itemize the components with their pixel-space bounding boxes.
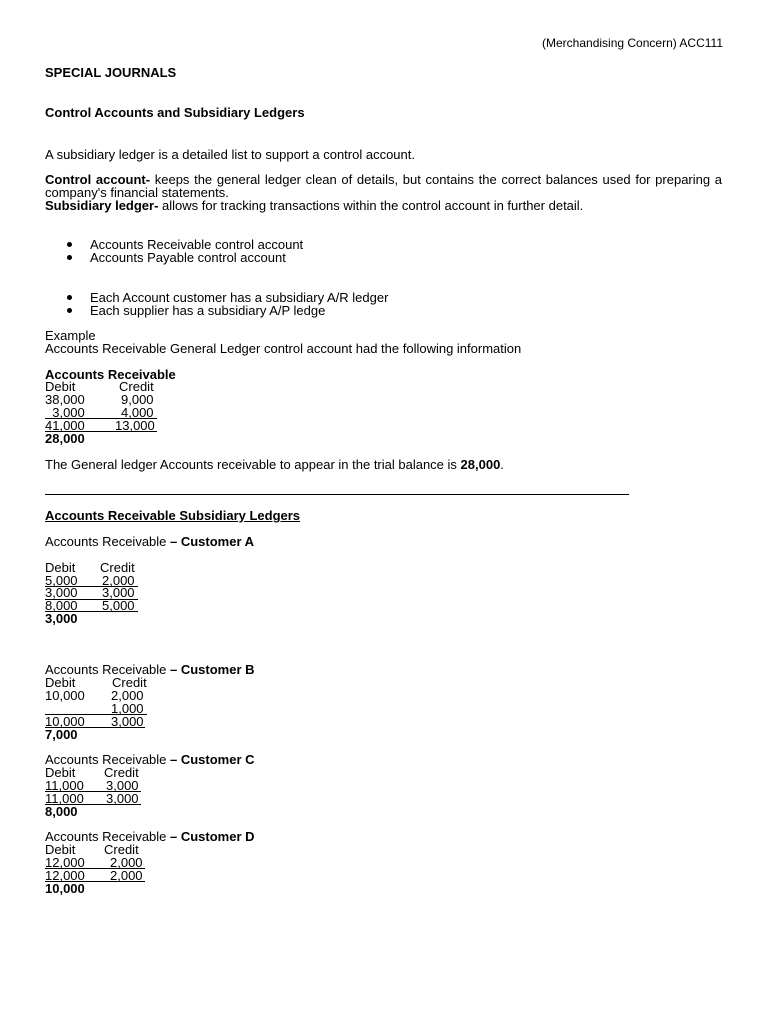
account-title: Accounts Receivable (45, 367, 176, 382)
bullet-icon (67, 255, 72, 260)
debit-cell: 11,000 (45, 791, 84, 806)
debit-header: Debit (45, 842, 76, 857)
credit-cell: 13,000 (115, 418, 155, 433)
customer-c-title (45, 753, 255, 766)
credit-cell: 2,000 (110, 868, 143, 883)
credit-header: Credit (100, 560, 135, 575)
example-label: Example (45, 328, 96, 343)
debit-header: Debit (45, 765, 76, 780)
debit-cell: 3,000 (45, 405, 85, 420)
debit-header: Debit (45, 379, 76, 394)
customer-d-title (45, 830, 255, 843)
subsidiary-ledger-definition (45, 199, 583, 212)
bullet-icon (67, 295, 72, 300)
control-account-term: Control account- (45, 172, 151, 187)
credit-cell: 1,000 (111, 701, 144, 716)
intro-paragraph: A subsidiary ledger is a detailed list to support a control account. (45, 147, 415, 162)
balance-value: 28,000 (45, 431, 85, 446)
credit-cell: 2,000 (111, 688, 144, 703)
credit-cell: 3,000 (111, 714, 144, 729)
list-item: Each supplier has a subsidiary A/P ledge (90, 303, 326, 318)
debit-cell: 38,000 (45, 392, 85, 407)
debit-cell: 12,000 (45, 868, 85, 883)
trial-balance-end: . (500, 457, 504, 472)
trial-balance-value: 28,000 (460, 457, 501, 472)
list-item: Each Account customer has a subsidiary A/R ledger (90, 290, 389, 305)
customer-a-title (45, 535, 254, 548)
debit-cell: 10,000 (45, 688, 85, 703)
account-prefix: Accounts Receivable (45, 829, 171, 844)
debit-header: Debit (45, 560, 76, 575)
credit-cell: 3,000 (102, 585, 135, 600)
debit-cell: 41,000 (45, 418, 85, 433)
subsidiary-heading: Accounts Receivable Subsidiary Ledgers (45, 508, 301, 523)
balance-value: 7,000 (45, 727, 78, 742)
credit-header: Credit (104, 765, 139, 780)
credit-cell: 2,000 (110, 855, 143, 870)
credit-header: Credit (104, 842, 139, 857)
section-divider (45, 494, 629, 495)
customer-name: – Customer D (170, 829, 255, 844)
customer-b-title (45, 663, 255, 676)
example-text: Accounts Receivable General Ledger control account had the following information (45, 341, 522, 356)
credit-header: Credit (112, 675, 147, 690)
balance-value: 3,000 (45, 611, 78, 626)
account-prefix: Accounts Receivable (45, 534, 171, 549)
trial-balance-sentence (45, 458, 504, 471)
control-account-definition (45, 173, 722, 199)
debit-header: Debit (45, 675, 76, 690)
trial-balance-text: The General ledger Accounts receivable to appear in the trial balance is (45, 457, 461, 472)
customer-name: – Customer B (170, 662, 255, 677)
credit-cell: 5,000 (102, 598, 135, 613)
debit-cell: 12,000 (45, 855, 85, 870)
credit-cell: 3,000 (106, 778, 139, 793)
debit-cell: 10,000 (45, 714, 85, 729)
customer-name: – Customer C (170, 752, 255, 767)
customer-name: – Customer A (170, 534, 255, 549)
debit-cell: 11,000 (45, 778, 84, 793)
credit-header: Credit (119, 379, 154, 394)
debit-cell: 3,000 (45, 585, 78, 600)
document-header: (Merchandising Concern) ACC111 (542, 36, 723, 50)
control-account-text: keeps the general ledger clean of details, but contains the correct balances used for preparing a company's financial statements. (45, 172, 723, 200)
credit-cell: 2,000 (102, 573, 135, 588)
bullet-icon (67, 242, 72, 247)
subsidiary-ledger-term: Subsidiary ledger- (45, 198, 159, 213)
subsidiary-ledger-text: allows for tracking transactions within the control account in further detail. (158, 198, 584, 213)
debit-cell: 8,000 (45, 598, 78, 613)
credit-cell: 9,000 (121, 392, 154, 407)
debit-cell: 5,000 (45, 573, 78, 588)
bullet-icon (67, 308, 72, 313)
section-subtitle: Control Accounts and Subsidiary Ledgers (45, 105, 305, 120)
account-prefix: Accounts Receivable (45, 662, 171, 677)
credit-cell: 4,000 (121, 405, 154, 420)
credit-cell: 3,000 (106, 791, 139, 806)
list-item: Accounts Payable control account (90, 250, 286, 265)
account-prefix: Accounts Receivable (45, 752, 171, 767)
balance-value: 8,000 (45, 804, 78, 819)
page-title: SPECIAL JOURNALS (45, 65, 177, 80)
list-item: Accounts Receivable control account (90, 237, 304, 252)
balance-value: 10,000 (45, 881, 85, 896)
